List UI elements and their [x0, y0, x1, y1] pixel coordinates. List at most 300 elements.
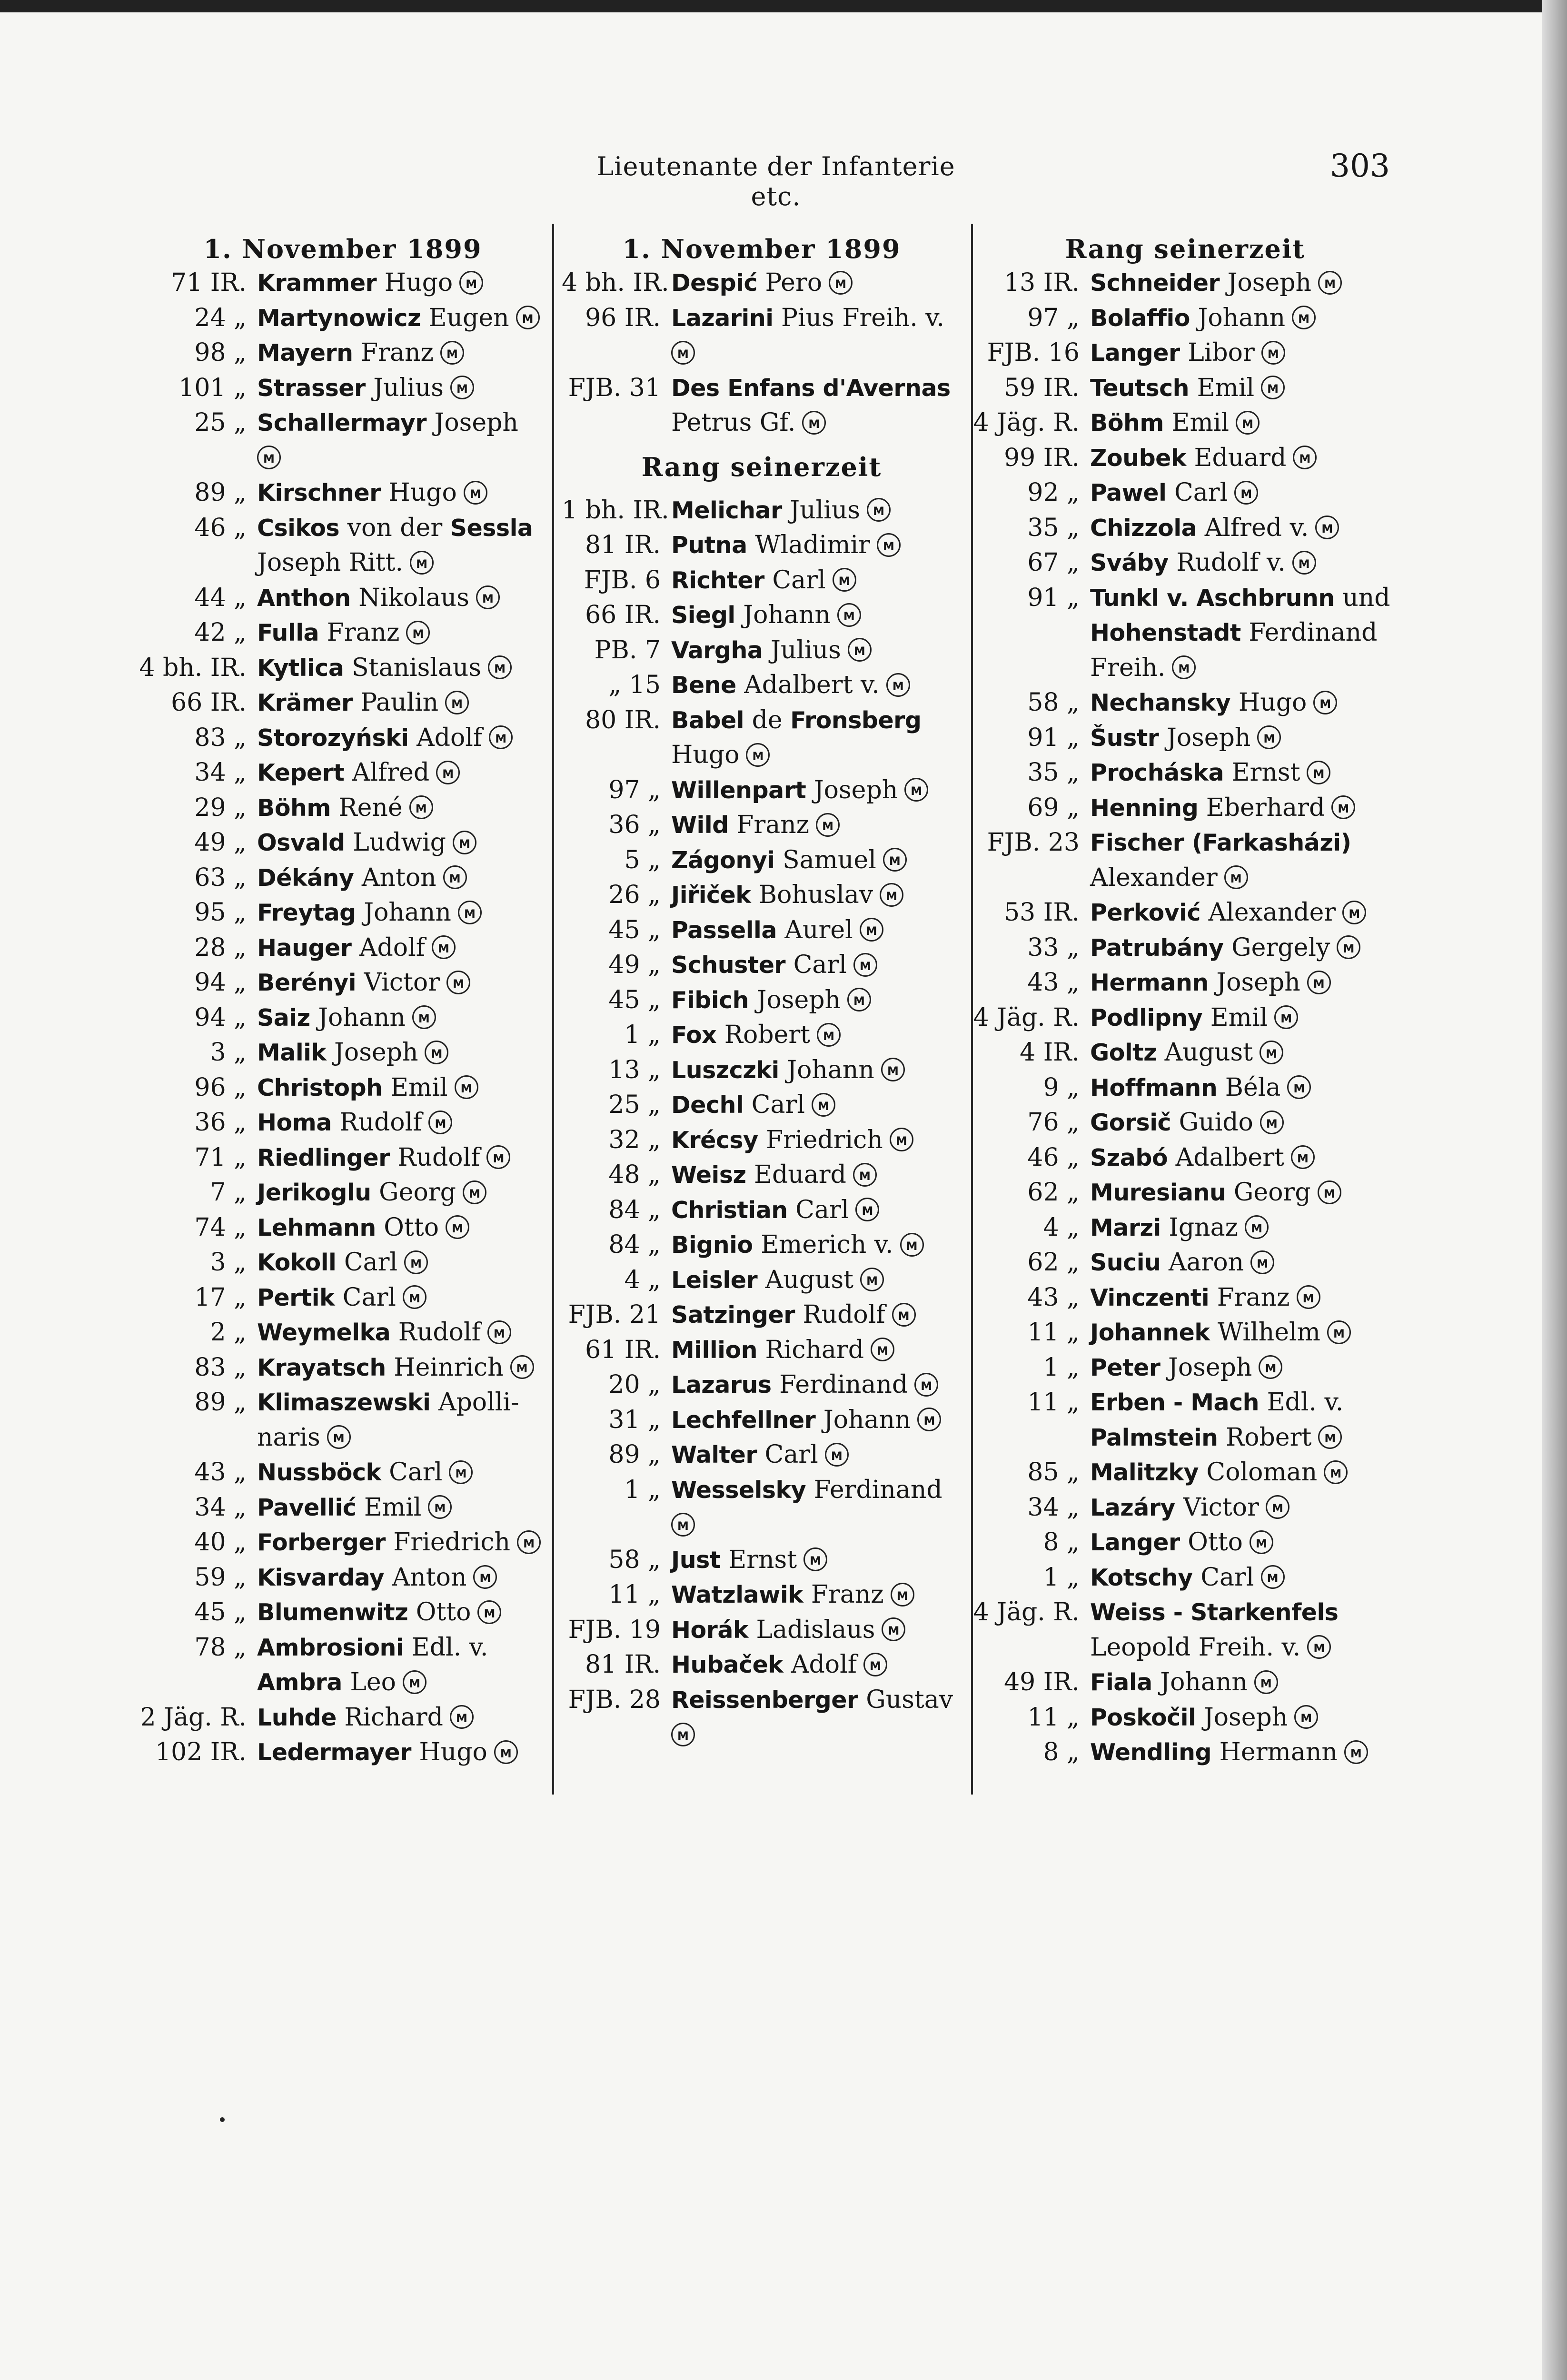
- entry-row: [971, 755, 1399, 791]
- surname: Perković: [1090, 899, 1201, 926]
- surname: Watzlawik: [671, 1581, 803, 1608]
- surname: Reissenberger: [671, 1686, 858, 1714]
- surname: Richter: [671, 566, 764, 594]
- surname: Malitzky: [1090, 1459, 1199, 1486]
- merit-medal-icon: M: [1297, 1285, 1320, 1309]
- given-name: Joseph: [1203, 1703, 1288, 1732]
- surname: Bolaffio: [1090, 304, 1190, 332]
- entry-row: [971, 931, 1399, 966]
- officer-name: [671, 948, 962, 983]
- officer-name: [257, 721, 557, 756]
- regiment-number: 33 „: [1027, 933, 1080, 962]
- given-name: Hugo: [419, 1738, 487, 1766]
- officer-name: [671, 1577, 962, 1613]
- running-title: Lieutenante der Infanterie etc.: [596, 151, 955, 211]
- regiment-number: 43 „: [1027, 1283, 1080, 1312]
- regiment-number: [971, 861, 1090, 896]
- officer-name: [671, 1228, 962, 1263]
- merit-medal-icon: M: [1318, 271, 1342, 295]
- officer-name: [257, 1700, 557, 1735]
- surname: Nussböck: [257, 1459, 381, 1486]
- surname: Million: [671, 1336, 757, 1364]
- given-name: Gustav: [866, 1685, 953, 1714]
- entry-row: [971, 1700, 1399, 1735]
- entry-row: [971, 791, 1399, 826]
- surname: Des Enfans d'Avernas: [671, 374, 951, 402]
- merit-medal-icon: M: [1292, 306, 1316, 329]
- officer-name: [257, 791, 557, 826]
- entry-row: [562, 1088, 962, 1123]
- regiment-number: 95 „: [194, 898, 247, 927]
- officer-name: [1090, 965, 1399, 1001]
- surname: Wesselsky: [671, 1476, 806, 1504]
- entry-row: [971, 1175, 1399, 1210]
- regiment-number: FJB. 6: [584, 565, 661, 595]
- regiment-number: 49 „: [608, 951, 661, 979]
- given-name: Pero: [765, 268, 823, 297]
- surname: Melichar: [671, 496, 782, 524]
- given-name: und: [1342, 583, 1390, 612]
- given-name: Rudolf: [398, 1318, 481, 1347]
- officer-name: [257, 371, 557, 406]
- regiment-number: 9 „: [1043, 1073, 1080, 1102]
- officer-name: [671, 1088, 962, 1123]
- given-name: Wladimir: [755, 531, 870, 559]
- entry-row: [562, 1228, 962, 1263]
- regiment-number: 25 „: [608, 1091, 661, 1119]
- entry-row: [129, 371, 557, 406]
- entry-row: [129, 1595, 557, 1630]
- surname: Kotschy: [1090, 1564, 1193, 1591]
- merit-medal-icon: M: [671, 1723, 695, 1746]
- given-name: Friedrich: [393, 1528, 511, 1557]
- officer-name: [257, 861, 557, 896]
- regiment-number: 96 IR.: [585, 303, 661, 332]
- entry-row: [562, 1263, 962, 1298]
- officer-name: [1090, 1105, 1399, 1140]
- surname: Suciu: [1090, 1249, 1161, 1276]
- given-name: Carl: [772, 565, 826, 595]
- entry-row: [562, 1507, 962, 1543]
- given-name: Emil: [1171, 408, 1230, 437]
- merit-medal-icon: M: [671, 341, 695, 365]
- regiment-number: [562, 1717, 671, 1753]
- regiment-number: 102 IR.: [155, 1738, 247, 1766]
- officer-name: [257, 1071, 557, 1106]
- officer-name: [671, 1333, 962, 1368]
- entry-row: [971, 1071, 1399, 1106]
- merit-medal-icon: M: [816, 813, 840, 837]
- entry-row: [562, 266, 962, 301]
- merit-medal-icon: M: [1318, 1180, 1341, 1204]
- scan-top-edge: [0, 0, 1567, 12]
- regiment-number: [129, 1665, 257, 1700]
- merit-medal-icon: M: [1234, 481, 1258, 505]
- given-name: Heinrich: [394, 1353, 504, 1382]
- entry-row: [562, 773, 962, 808]
- officer-name: [671, 1403, 962, 1438]
- surname: Klimaszewski: [257, 1389, 431, 1416]
- given-name: Johann: [743, 601, 831, 629]
- merit-medal-icon: M: [877, 533, 901, 557]
- entry-row: [562, 1438, 962, 1473]
- merit-medal-icon: M: [1245, 1215, 1269, 1239]
- given-name: Ferdinand: [779, 1370, 908, 1399]
- merit-medal-icon: M: [833, 568, 856, 592]
- given-name: Adolf: [359, 933, 425, 962]
- regiment-number: 66 IR.: [171, 688, 247, 717]
- surname: Kokoll: [257, 1249, 337, 1276]
- regiment-number: 4 bh. IR.: [562, 268, 669, 297]
- entry-row: [129, 1420, 557, 1456]
- page-number: 303: [1330, 148, 1390, 184]
- regiment-number: 71 IR.: [171, 268, 247, 297]
- officer-name: [671, 1263, 962, 1298]
- surname: Kytlica: [257, 654, 344, 682]
- given-name: Franz: [361, 338, 434, 367]
- merit-medal-icon: M: [403, 1285, 426, 1309]
- given-name: Joseph: [1168, 1353, 1252, 1382]
- regiment-number: 81 IR.: [585, 531, 661, 559]
- officer-name: [1090, 441, 1399, 476]
- given-name: Johann: [1160, 1668, 1248, 1696]
- entry-row: [971, 1001, 1399, 1036]
- merit-medal-icon: M: [450, 1705, 474, 1729]
- entry-row: [129, 1700, 557, 1735]
- merit-medal-icon: M: [1293, 446, 1317, 469]
- entry-row: [129, 1560, 557, 1596]
- surname: Christoph: [257, 1074, 383, 1101]
- surname: Bene: [671, 672, 736, 699]
- merit-medal-icon: M: [1266, 1495, 1289, 1519]
- regiment-number: 2 „: [210, 1318, 247, 1347]
- given-name: Guido: [1179, 1108, 1253, 1137]
- officer-name: [257, 336, 557, 371]
- merit-medal-icon: M: [403, 1670, 426, 1694]
- officer-name: [1090, 1735, 1399, 1770]
- surname: Wendling: [1090, 1739, 1212, 1766]
- officer-name: [1090, 266, 1399, 301]
- regiment-number: [129, 545, 257, 581]
- officer-name: [257, 476, 557, 511]
- entry-row: [562, 301, 962, 336]
- officer-name: [257, 1210, 557, 1246]
- regiment-number: 26 „: [608, 881, 661, 909]
- regiment-number: 1 „: [624, 1021, 661, 1049]
- regiment-number: 43 „: [1027, 968, 1080, 997]
- officer-name: [671, 1613, 962, 1648]
- surname: Krämer: [257, 689, 353, 716]
- officer-name: [1090, 1385, 1399, 1420]
- column-heading: 1. November 1899: [203, 234, 482, 264]
- given-name: Emil: [1197, 373, 1255, 402]
- surname: Bignio: [671, 1231, 753, 1259]
- surname: Muresianu: [1090, 1179, 1226, 1206]
- given-name: Joseph: [1227, 268, 1312, 297]
- officer-name: [1090, 476, 1399, 511]
- merit-medal-icon: M: [1307, 1635, 1331, 1659]
- entry-row: [129, 336, 557, 371]
- surname: Pertik: [257, 1284, 335, 1311]
- merit-medal-icon: M: [1224, 865, 1248, 889]
- surname: Luhde: [257, 1704, 337, 1731]
- officer-name: [671, 1717, 962, 1753]
- merit-medal-icon: M: [1250, 1250, 1274, 1274]
- regiment-number: 1 „: [1043, 1353, 1080, 1382]
- surname: Langer: [1090, 1529, 1180, 1556]
- entry-row: [129, 511, 557, 546]
- merit-medal-icon: M: [486, 1145, 510, 1169]
- merit-medal-icon: M: [432, 935, 456, 959]
- given-name: Ludwig: [353, 828, 446, 857]
- entry-row: [971, 825, 1399, 861]
- entry-list: [129, 266, 557, 1770]
- entry-row: [129, 1385, 557, 1420]
- officer-name: [257, 1245, 557, 1280]
- merit-medal-icon: M: [1315, 516, 1339, 539]
- officer-name: [257, 1455, 557, 1490]
- merit-medal-icon: M: [473, 1565, 497, 1589]
- merit-medal-icon: M: [464, 481, 487, 505]
- merit-medal-icon: M: [803, 1547, 827, 1571]
- entry-row: [562, 948, 962, 983]
- entry-row: [562, 1298, 962, 1333]
- officer-name: [1090, 1245, 1399, 1280]
- merit-medal-icon: M: [1261, 1565, 1285, 1589]
- surname: Tunkl v. Aschbrunn: [1090, 584, 1335, 612]
- officer-name: [257, 1350, 557, 1386]
- regiment-number: 3 „: [210, 1038, 247, 1067]
- entry-row: [562, 878, 962, 913]
- officer-name: [671, 1543, 962, 1578]
- entry-row: [129, 861, 557, 896]
- surname: Sváby: [1090, 549, 1169, 576]
- surname-part: Fronsberg: [790, 706, 922, 734]
- given-name: Carl: [751, 1091, 805, 1119]
- surname: Ledermayer: [257, 1739, 411, 1766]
- entry-row: [129, 1735, 557, 1770]
- regiment-number: 11 „: [608, 1580, 661, 1609]
- surname: Jiřiček: [671, 882, 751, 909]
- entry-row: [971, 1105, 1399, 1140]
- entry-row: [129, 476, 557, 511]
- merit-medal-icon: M: [817, 1023, 841, 1047]
- surname: Blumenwitz: [257, 1599, 408, 1626]
- merit-medal-icon: M: [1260, 1111, 1284, 1134]
- given-name: Alexander: [1208, 898, 1336, 927]
- merit-medal-icon: M: [428, 1495, 452, 1519]
- given-name: Aaron: [1168, 1248, 1244, 1277]
- entry-row: [562, 528, 962, 563]
- column-1: [129, 232, 557, 1770]
- given-name: Edl. v.: [411, 1633, 488, 1662]
- regiment-number: FJB. 28: [568, 1685, 661, 1714]
- regiment-number: 2 Jäg. R.: [140, 1703, 247, 1732]
- given-name: Samuel: [783, 845, 876, 874]
- regiment-number: 13 IR.: [1004, 268, 1080, 297]
- surname: Just: [671, 1546, 721, 1574]
- entry-row: [971, 1140, 1399, 1176]
- regiment-number: [971, 651, 1090, 686]
- regiment-number: 4 Jäg. R.: [973, 408, 1080, 437]
- entry-row: [971, 1525, 1399, 1560]
- given-name: Rudolf: [397, 1143, 480, 1172]
- entry-row: [971, 476, 1399, 511]
- given-name: Franz: [811, 1580, 884, 1609]
- officer-name: [671, 336, 962, 371]
- given-name: Franz: [327, 618, 400, 647]
- merit-medal-icon: M: [1331, 795, 1355, 819]
- merit-medal-icon: M: [517, 1530, 541, 1554]
- merit-medal-icon: M: [871, 1338, 894, 1361]
- merit-medal-icon: M: [900, 1233, 924, 1257]
- merit-medal-icon: M: [860, 918, 883, 942]
- given-name: Carl: [1200, 1563, 1254, 1592]
- regiment-number: 97 „: [608, 775, 661, 804]
- regiment-number: 20 „: [608, 1370, 661, 1399]
- entry-row: [562, 913, 962, 948]
- officer-name: [671, 1123, 962, 1158]
- officer-name: [671, 371, 962, 406]
- regiment-number: 49 IR.: [1004, 1668, 1080, 1696]
- regiment-number: 83 „: [194, 723, 247, 752]
- given-name: de: [752, 705, 783, 734]
- surname: Lazáry: [1090, 1494, 1175, 1521]
- surname: Ambrosioni: [257, 1634, 404, 1661]
- regiment-number: 89 „: [194, 478, 247, 507]
- merit-medal-icon: M: [1324, 1460, 1348, 1484]
- merit-medal-icon: M: [446, 1215, 469, 1239]
- regiment-number: 92 „: [1027, 478, 1080, 507]
- entry-row: [971, 965, 1399, 1001]
- entry-row: [971, 266, 1399, 301]
- entry-row: [129, 1071, 557, 1106]
- officer-name: [671, 913, 962, 948]
- regiment-number: 11 „: [1027, 1388, 1080, 1417]
- regiment-number: 99 IR.: [1004, 443, 1080, 472]
- surname: Weiss - Starkenfels: [1090, 1599, 1339, 1626]
- merit-medal-icon: M: [476, 585, 500, 609]
- given-name: Leo: [350, 1668, 396, 1696]
- surname: Kisvarday: [257, 1564, 385, 1591]
- merit-medal-icon: M: [1257, 725, 1281, 749]
- entry-row: [971, 895, 1399, 931]
- merit-medal-icon: M: [1287, 1075, 1311, 1099]
- surname: Martynowicz: [257, 304, 421, 332]
- regiment-number: 58 „: [1027, 688, 1080, 717]
- surname: Poskočil: [1090, 1704, 1196, 1731]
- surname: Henning: [1090, 794, 1199, 822]
- given-name: Johann: [318, 1003, 406, 1032]
- officer-name: [1090, 721, 1399, 756]
- surname: Fulla: [257, 619, 319, 646]
- given-name: Joseph: [756, 985, 841, 1014]
- surname: Johannek: [1090, 1319, 1210, 1346]
- officer-name: [671, 598, 962, 633]
- entry-row: [129, 1035, 557, 1071]
- officer-name: [257, 1630, 557, 1666]
- officer-name: [671, 808, 962, 843]
- given-name: Bohuslav: [758, 881, 873, 909]
- surname: Csikos: [257, 514, 340, 542]
- entry-row: [129, 791, 557, 826]
- entry-row: [562, 406, 962, 441]
- officer-name: [671, 1018, 962, 1053]
- officer-name: [1090, 931, 1399, 966]
- officer-name: [1090, 1665, 1399, 1700]
- regiment-number: 29 „: [194, 793, 247, 822]
- merit-medal-icon: M: [449, 1460, 473, 1484]
- regiment-number: 67 „: [1027, 548, 1080, 577]
- surname: Vinczenti: [1090, 1284, 1210, 1311]
- officer-name: [1090, 651, 1399, 686]
- regiment-number: 42 „: [194, 618, 247, 647]
- given-name: Johann: [823, 1405, 911, 1434]
- entry-row: [562, 1683, 962, 1718]
- merit-medal-icon: M: [412, 1005, 436, 1029]
- officer-name: [671, 406, 962, 441]
- regiment-number: 3 „: [210, 1248, 247, 1277]
- given-name: Carl: [344, 1248, 398, 1277]
- officer-name: [671, 703, 962, 738]
- surname: Despić: [671, 269, 757, 297]
- surname: Pavellić: [257, 1494, 357, 1521]
- given-name: Leopold Freih. v.: [1090, 1633, 1301, 1662]
- given-name: naris: [257, 1423, 320, 1452]
- given-name: Hugo: [671, 741, 740, 769]
- officer-name: [1090, 1280, 1399, 1316]
- surname: Passella: [671, 916, 777, 944]
- officer-name: [257, 931, 557, 966]
- surname: Storozyński: [257, 724, 409, 752]
- merit-medal-icon: M: [1261, 341, 1285, 365]
- officer-name: [671, 633, 962, 668]
- regiment-number: 62 „: [1027, 1178, 1080, 1207]
- regiment-number: 4 „: [624, 1265, 661, 1294]
- surname: Šustr: [1090, 724, 1159, 752]
- merit-medal-icon: M: [516, 306, 540, 329]
- merit-medal-icon: M: [1254, 1670, 1278, 1694]
- regiment-number: 49 „: [194, 828, 247, 857]
- officer-name: [1090, 1210, 1399, 1246]
- regiment-number: 101 „: [179, 373, 247, 402]
- given-name: Joseph: [1166, 723, 1251, 752]
- surname: Nechansky: [1090, 689, 1231, 716]
- officer-name: [1090, 755, 1399, 791]
- surname: Freytag: [257, 899, 356, 926]
- regiment-number: [562, 336, 671, 371]
- surname: Riedlinger: [257, 1144, 390, 1171]
- officer-name: [1090, 371, 1399, 406]
- entry-row: [129, 931, 557, 966]
- surname: Schuster: [671, 952, 786, 979]
- merit-medal-icon: M: [883, 848, 907, 872]
- regiment-number: 43 „: [194, 1458, 247, 1487]
- officer-name: [671, 1647, 962, 1683]
- officer-name: [1090, 1560, 1399, 1596]
- merit-medal-icon: M: [1294, 1705, 1318, 1729]
- surname: Mayern: [257, 339, 353, 367]
- merit-medal-icon: M: [1344, 1740, 1368, 1764]
- officer-name: [671, 878, 962, 913]
- surname: Böhm: [257, 794, 331, 822]
- entry-row: [129, 1350, 557, 1386]
- given-name: Hugo: [1238, 688, 1307, 717]
- given-name: Hugo: [388, 478, 457, 507]
- entry-row: [562, 668, 962, 703]
- given-name: Carl: [389, 1458, 443, 1487]
- officer-name: [671, 1368, 962, 1403]
